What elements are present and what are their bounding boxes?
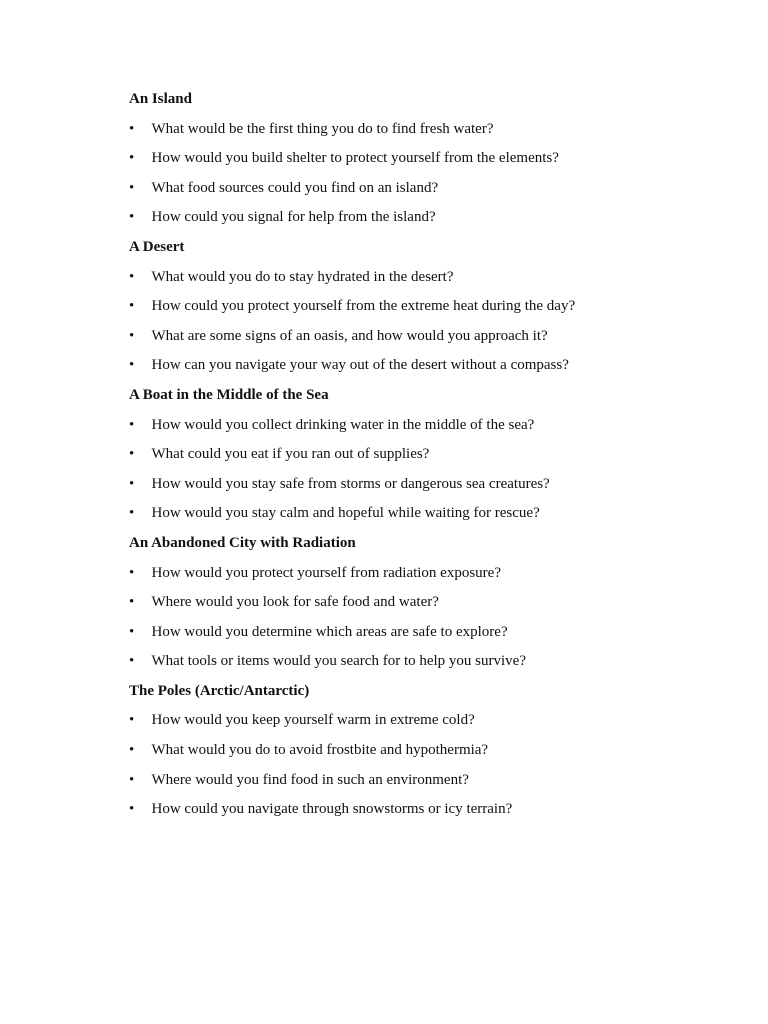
question-text: Where would you look for safe food and water? <box>151 594 439 611</box>
list-item <box>129 296 689 316</box>
section-island <box>129 89 689 227</box>
question-text: What food sources could you find on an island? <box>151 179 439 196</box>
bullet-icon: • <box>129 742 135 759</box>
section-heading: A Boat in the Middle of the Sea <box>129 386 329 403</box>
list-item <box>129 444 689 464</box>
bullet-icon: • <box>129 594 135 611</box>
bullet-icon: • <box>129 475 135 492</box>
list-item <box>129 178 689 198</box>
list-item <box>129 474 689 494</box>
section-boat <box>129 385 689 523</box>
list-item <box>129 326 689 346</box>
list-item <box>129 710 689 730</box>
question-text: How could you navigate through snowstorms or icy terrain? <box>151 801 513 818</box>
question-text: How would you keep yourself warm in extreme cold? <box>151 712 475 729</box>
bullet-icon: • <box>129 416 135 433</box>
section-desert <box>129 237 689 375</box>
bullet-icon: • <box>129 268 135 285</box>
list-item <box>129 770 689 790</box>
bullet-icon: • <box>129 209 135 226</box>
question-text: What would you do to stay hydrated in the desert? <box>151 268 454 285</box>
question-list <box>129 415 689 524</box>
list-item <box>129 267 689 287</box>
bullet-icon: • <box>129 623 135 640</box>
list-item <box>129 799 689 819</box>
document-body <box>129 89 689 829</box>
bullet-icon: • <box>129 150 135 167</box>
list-item <box>129 563 689 583</box>
question-text: What tools or items would you search for to help you survive? <box>151 653 527 670</box>
question-list <box>129 119 689 228</box>
section-abandoned-city <box>129 533 689 671</box>
list-item <box>129 592 689 612</box>
question-text: What could you eat if you ran out of supplies? <box>151 446 430 463</box>
question-text: How could you signal for help from the island? <box>151 209 436 226</box>
question-text: How could you protect yourself from the extreme heat during the day? <box>151 298 576 315</box>
bullet-icon: • <box>129 120 135 137</box>
bullet-icon: • <box>129 712 135 729</box>
bullet-icon: • <box>129 327 135 344</box>
question-list <box>129 710 689 819</box>
bullet-icon: • <box>129 653 135 670</box>
question-text: How would you stay calm and hopeful while waiting for rescue? <box>151 505 540 522</box>
list-item <box>129 503 689 523</box>
list-item <box>129 207 689 227</box>
section-poles <box>129 681 689 819</box>
question-text: What would be the first thing you do to find fresh water? <box>151 120 494 137</box>
question-text: How can you navigate your way out of the desert without a compass? <box>151 357 569 374</box>
section-heading: An Island <box>129 91 192 107</box>
bullet-icon: • <box>129 771 135 788</box>
question-text: Where would you find food in such an environment? <box>151 771 469 788</box>
list-item <box>129 740 689 760</box>
list-item <box>129 148 689 168</box>
question-text: What would you do to avoid frostbite and hypothermia? <box>151 742 489 759</box>
bullet-icon: • <box>129 505 135 522</box>
bullet-icon: • <box>129 564 135 581</box>
question-text: How would you protect yourself from radiation exposure? <box>151 564 501 581</box>
bullet-icon: • <box>129 298 135 315</box>
list-item <box>129 651 689 671</box>
list-item <box>129 119 689 139</box>
bullet-icon: • <box>129 357 135 374</box>
section-heading: A Desert <box>129 238 185 255</box>
question-text: How would you build shelter to protect yourself from the elements? <box>151 150 559 167</box>
question-text: How would you determine which areas are safe to explore? <box>151 623 508 640</box>
question-text: How would you stay safe from storms or dangerous sea creatures? <box>151 475 550 492</box>
question-list <box>129 267 689 376</box>
section-heading: The Poles (Arctic/Antarctic) <box>129 682 310 699</box>
bullet-icon: • <box>129 446 135 463</box>
list-item <box>129 622 689 642</box>
question-list <box>129 563 689 672</box>
list-item <box>129 355 689 375</box>
list-item <box>129 415 689 435</box>
question-text: How would you collect drinking water in the middle of the sea? <box>151 416 535 433</box>
bullet-icon: • <box>129 179 135 196</box>
section-heading: An Abandoned City with Radiation <box>129 534 356 551</box>
bullet-icon: • <box>129 801 135 818</box>
question-text: What are some signs of an oasis, and how would you approach it? <box>151 327 548 344</box>
